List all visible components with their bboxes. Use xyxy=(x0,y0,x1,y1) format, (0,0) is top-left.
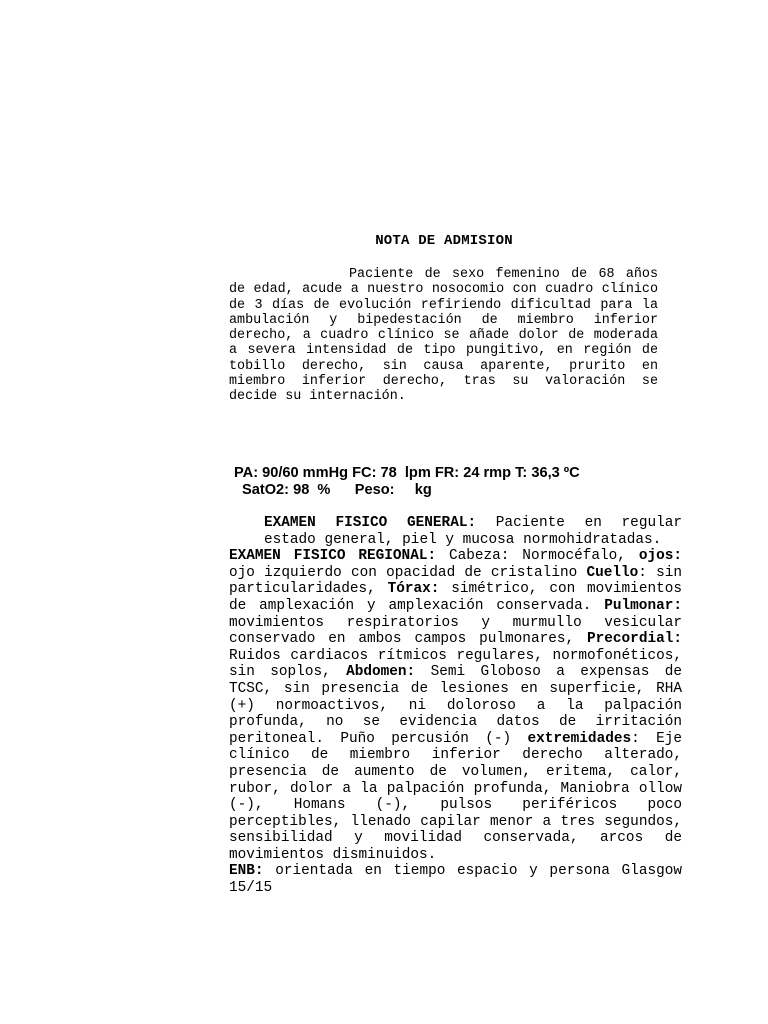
regional-exam-label: EXAMEN FISICO REGIONAL: xyxy=(229,548,437,565)
torax-text: simétrico, con movimientos de amplexación y amplexación conservada. xyxy=(229,581,682,614)
cuello-text: : sin particularidades, xyxy=(229,564,683,598)
regional-exam xyxy=(229,548,682,863)
precordial-label: Precordial: xyxy=(587,631,682,648)
cabeza-text: Cabeza: Normocéfalo, xyxy=(436,548,626,565)
page-title: NOTA DE ADMISION xyxy=(375,233,513,249)
cuello-label: Cuello xyxy=(586,564,639,581)
vitals-line-2: SatO2: 98 % Peso: kg xyxy=(242,482,432,498)
general-exam-label: EXAMEN FISICO GENERAL: xyxy=(264,515,477,531)
abdomen-label: Abdomen: xyxy=(346,664,416,681)
extremidades-label: extremidades xyxy=(527,730,632,747)
physical-exam xyxy=(229,515,682,897)
enb-text: orientada en tiempo espacio y persona Glasgow 15/15 xyxy=(229,863,682,897)
enb-exam xyxy=(229,863,682,896)
ojos-text: ojo izquierdo con opacidad de cristalino xyxy=(229,564,578,581)
vital-signs xyxy=(234,465,580,499)
intro-text: Paciente de sexo femenino de 68 años de edad, acude a nuestro nosocomio con cuadro clínico de 3 días de evolución refiriendo dificultad para la ambulación y bipedestación de miembro inferior derecho, a cuadro clínico se añade dolor de moderada a severa intensidad de tipo pungitivo, en región de tobillo derecho, sin causa aparente, prurito en miembro inferior derecho, tras su valoración se decide su internación. xyxy=(229,267,658,405)
pulmonar-text: movimientos respiratorios y murmullo vesicular conservado en ambos campos pulmonares, xyxy=(229,614,682,648)
general-exam xyxy=(229,515,682,548)
vitals-line-1: PA: 90/60 mmHg FC: 78 lpm FR: 24 rmp T: 36,3 ºC xyxy=(234,465,580,481)
abdomen-text: Semi Globoso a expensas de TCSC, sin presencia de lesiones en superficie, RHA (+) normoactivos, ni doloroso a la palpación profunda, no se evidencia datos de irritación peritoneal. Puño percusión (-) xyxy=(229,664,683,747)
general-exam-text: Paciente en regular estado general, piel y mucosa normohidratadas. xyxy=(264,515,682,548)
precordial-text: Ruidos cardiacos rítmicos regulares, normofonéticos, sin soplos, xyxy=(229,647,682,681)
intro-paragraph xyxy=(229,267,658,405)
torax-label: Tórax: xyxy=(387,581,440,598)
pulmonar-label: Pulmonar: xyxy=(604,597,682,614)
ojos-label: ojos: xyxy=(638,548,682,565)
enb-label: ENB: xyxy=(229,863,264,880)
extremidades-text: : Eje clínico de miembro inferior derecho alterado, presencia de aumento de volumen, eritema, calor, rubor, dolor a la palpación profunda, Maniobra ollow (-), Homans (-), pulsos periféricos poco perceptibles, llenado capilar menor a tres segundos, sensibilidad y movilidad conservada, arcos de movimientos disminuidos. xyxy=(229,730,682,863)
